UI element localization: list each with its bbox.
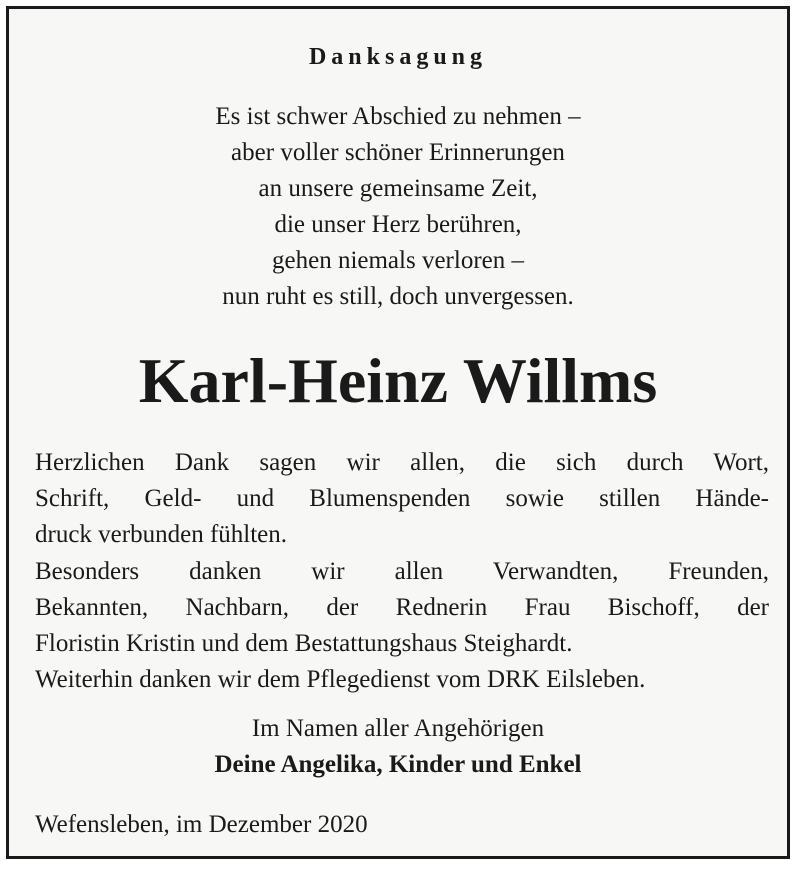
- paragraph-line: Bekannten, Nachbarn, der Rednerin Frau Bischoff, der: [35, 594, 769, 621]
- poem-line: gehen niemals verloren –: [272, 247, 524, 274]
- paragraph-line: Schrift, Geld- und Blumenspenden sowie stillen Hände-: [35, 485, 769, 512]
- closing-names: Deine Angelika, Kinder und Enkel: [214, 751, 582, 778]
- paragraph-line: druck verbunden fühlten.: [35, 521, 288, 548]
- poem-line: an unsere gemeinsame Zeit,: [258, 175, 538, 202]
- paragraph-line: Weiterhin danken wir dem Pflegedienst vom DRK Eilsleben.: [35, 666, 646, 693]
- notice-heading: Danksagung: [308, 44, 488, 70]
- paragraph-line: Floristin Kristin und dem Bestattungshaus Steighardt.: [35, 630, 573, 657]
- place-date: Wefensleben, im Dezember 2020: [35, 811, 368, 838]
- notice-frame: [6, 6, 790, 859]
- paragraph-line: Besonders danken wir allen Verwandten, Freunden,: [35, 558, 769, 585]
- closing-block: [9, 711, 787, 783]
- special-thanks-paragraph: [35, 554, 769, 698]
- poem-line: nun ruht es still, doch unvergessen.: [222, 283, 574, 310]
- poem: [9, 99, 787, 315]
- paragraph-line: Herzlichen Dank sagen wir allen, die sich durch Wort,: [35, 449, 769, 476]
- deceased-name: Karl-Heinz Willms: [138, 345, 658, 416]
- poem-line: Es ist schwer Abschied zu nehmen –: [215, 103, 581, 130]
- poem-line: aber voller schöner Erinnerungen: [231, 139, 565, 166]
- closing-intro: Im Namen aller Angehörigen: [251, 715, 545, 742]
- thanks-paragraph: [35, 445, 769, 553]
- poem-line: die unser Herz berühren,: [274, 211, 522, 238]
